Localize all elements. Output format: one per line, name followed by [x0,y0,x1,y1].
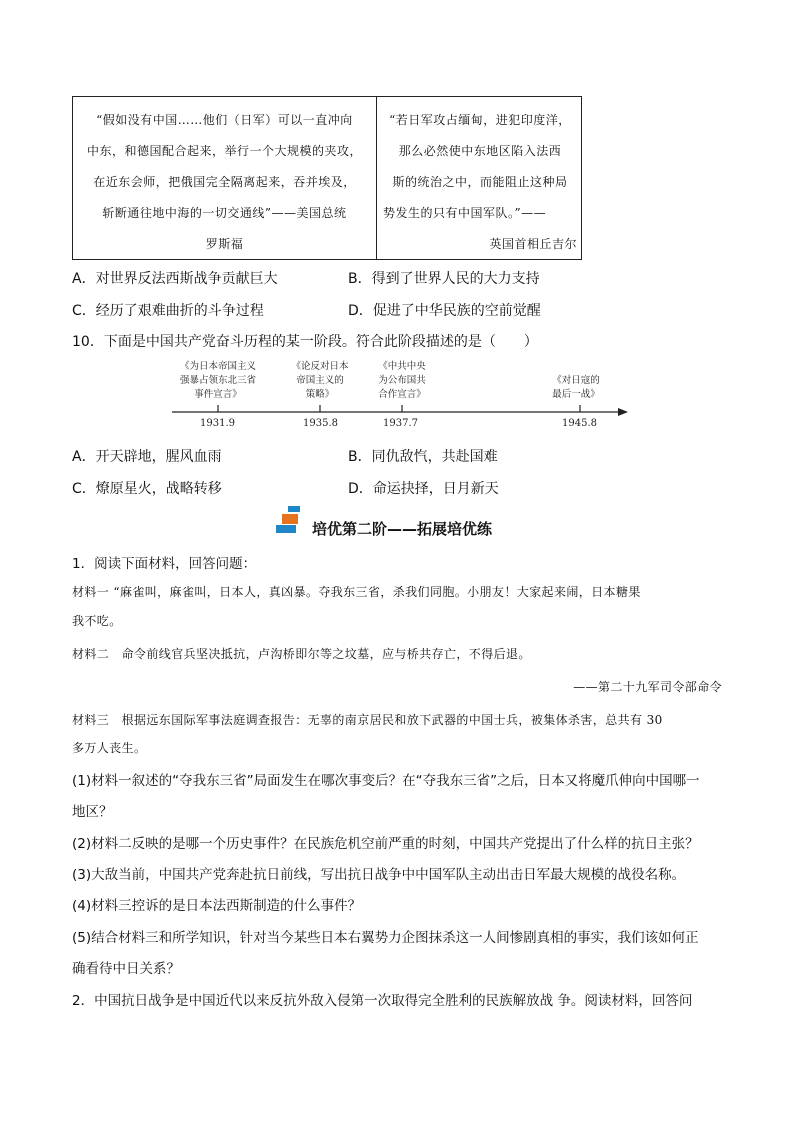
timeline-event-1931: 《为日本帝国主义 强暴占领东北三省 事件宣言》 [179,361,256,400]
quote-line: 斩断通往地中海的一切交通线”——美国总统 [102,206,347,220]
q1-sub-2: (2)材料二反映的是哪一个历史事件？在民族危机空前严重的时刻，中国共产党提出了什么样的抗日主张？ [72,836,699,852]
q9-option-a[interactable]: A．对世界反法西斯战争贡献巨大 [72,271,278,287]
q10-option-c[interactable]: C．燎原星火，战略转移 [72,481,222,497]
quote-line: 斯的统治之中，而能阻止这种局 [392,175,568,189]
churchill-quote-cell [377,97,581,259]
q10-option-b[interactable]: B．同仇敌忾，共赴国难 [348,449,498,465]
q1-sub-5-line-2: 确看待中日关系？ [72,961,180,977]
timeline-date: 1935.8 [303,418,338,429]
quote-line: 英国首相丘吉尔 [489,237,577,251]
roosevelt-quote-cell [73,97,377,259]
material-3-line-2: 多万人丧生。 [72,741,147,755]
q1-sub-1-line-2: 地区？ [72,804,113,820]
timeline-date: 1937.7 [383,418,418,429]
q1-sub-3: (3)大敌当前，中国共产党奔赴抗日前线，写出抗日战争中中国军队主动出击日军最大规模的战役名称。 [72,867,686,883]
material-1-line-2: 我不吃。 [72,614,122,628]
q1-sub-1-line-1: (1)材料一叙述的“夺我东三省”局面发生在哪次事变后？在“夺我东三省”之后，日本又将魔爪伸向中国哪一 [72,773,700,789]
material-1-line-1: 材料一 “麻雀叫，麻雀叫，日本人，真凶暴。夺我东三省，杀我们同胞。小朋友！大家起来闹，日本糖果 [72,585,641,599]
quote-line: 在近东会师，把俄国完全隔离起来，吞并埃及， [93,175,356,189]
quote-line: 罗斯福 [205,237,244,251]
timeline-event-1945: 《对日寇的 最后一战》 [552,375,600,400]
q10-option-d[interactable]: D．命运抉择，日月新天 [348,481,499,497]
q9-option-c[interactable]: C．经历了艰难曲折的斗争过程 [72,303,264,319]
timeline-date: 1945.8 [562,418,597,429]
section-title: 培优第二阶——拓展培优练 [312,520,493,538]
q1-sub-5-line-1: (5)结合材料三和所学知识，针对当今某些日本右翼势力企图抹杀这一人间惨剧真相的事实，我们该如何正 [72,930,699,946]
timeline-event-1937: 《中共中央 为公布国共 合作宣言》 [378,361,426,400]
timeline [170,360,630,432]
quote-table [72,96,582,260]
quote-line: 势发生的只有中国军队。”—— [383,206,547,220]
quote-line: “若日军攻占缅甸，进犯印度洋， [389,113,571,127]
quote-line: “假如没有中国……他们（日军）可以一直冲向 [96,113,353,127]
q1-sub-4: (4)材料三控诉的是日本法西斯制造的什么事件？ [72,898,362,914]
timeline-axis [170,404,630,418]
quote-line: 中东，和德国配合起来，举行一个大规模的夹攻， [86,144,362,158]
timeline-event-1935: 《论反对日本 帝国主义的 策略》 [291,361,349,400]
material-2: 材料二 命令前线官兵坚决抵抗，卢沟桥即尔等之坟墓，应与桥共存亡，不得后退。 [72,647,531,661]
q10-stem: 10．下面是中国共产党奋斗历程的某一阶段。符合此阶段描述的是（ ） [72,334,538,350]
material-3-line-1: 材料三 根据远东国际军事法庭调查报告：无辜的南京居民和放下武器的中国士兵，被集体杀害，总共有 30 [72,713,663,727]
q10-option-a[interactable]: A．开天辟地，腥风血雨 [72,449,222,465]
section-blocks-icon [274,506,308,534]
q1-stem: 1．阅读下面材料，回答问题： [72,556,257,572]
timeline-date: 1931.9 [200,418,235,429]
material-2-source: ——第二十九军司令部命令 [573,680,722,694]
quote-line: 那么必然使中东地区陷入法西 [398,144,562,158]
q9-option-b[interactable]: B．得到了世界人民的大力支持 [348,271,540,287]
q2-stem: 2．中国抗日战争是中国近代以来反抗外敌入侵第一次取得完全胜利的民族解放战 争。阅读材料，回答问 [72,993,693,1009]
q9-option-d[interactable]: D．促进了中华民族的空前觉醒 [348,303,541,319]
